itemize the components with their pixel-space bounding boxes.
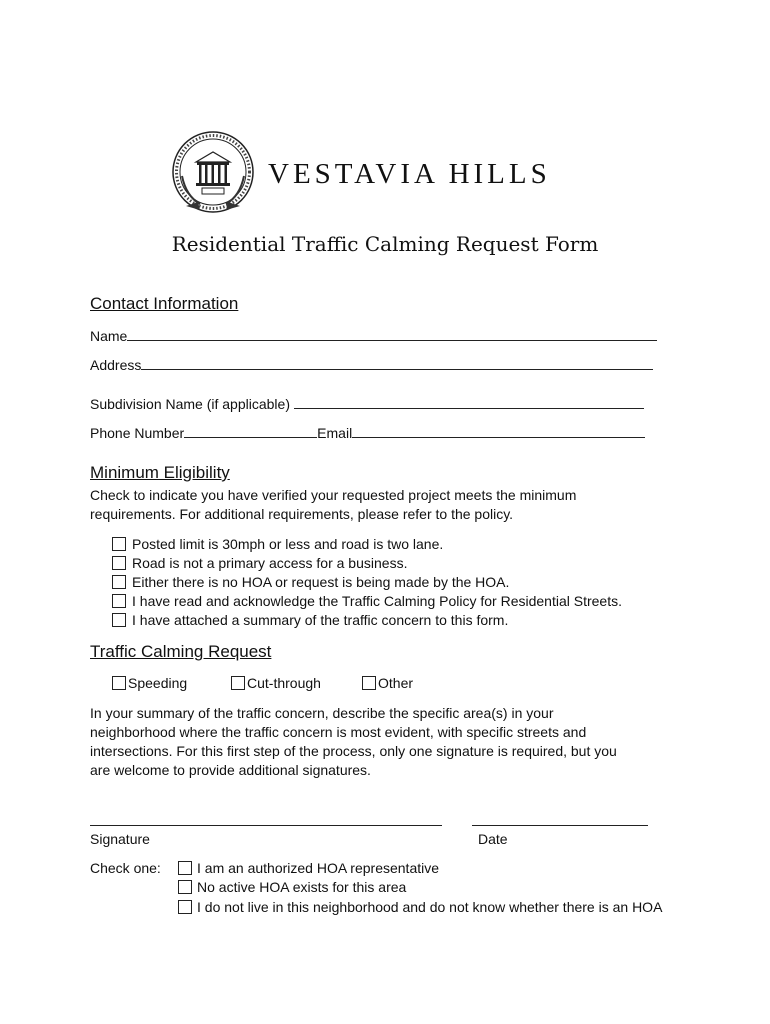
residency-checkbox[interactable] — [178, 900, 192, 914]
eligibility-item — [112, 555, 407, 571]
email-field[interactable] — [352, 425, 645, 438]
eligibility-item-label: Either there is no HOA or request is being made by the HOA. — [132, 574, 510, 590]
date-field[interactable] — [472, 825, 648, 826]
address-field[interactable] — [141, 357, 653, 370]
residency-option — [178, 860, 439, 876]
request-option-cut-through — [231, 675, 321, 691]
eligibility-item — [112, 593, 622, 609]
phone-email-row — [90, 425, 645, 441]
eligibility-item — [112, 612, 508, 628]
speeding-checkbox[interactable] — [112, 676, 126, 690]
residency-checkbox[interactable] — [178, 880, 192, 894]
residency-checkbox[interactable] — [178, 861, 192, 875]
eligibility-item-label: Posted limit is 30mph or less and road is two lane. — [132, 536, 444, 552]
residency-option-label: I am an authorized HOA representative — [197, 860, 440, 876]
eligibility-checkbox[interactable] — [112, 575, 126, 589]
request-option-label: Cut-through — [247, 675, 321, 691]
summary-line-1: In your summary of the traffic concern, describe the specific area(s) in your — [90, 705, 554, 721]
subdivision-label: Subdivision Name (if applicable) — [90, 396, 290, 412]
name-label: Name — [90, 328, 128, 344]
eligibility-intro-2: requirements. For additional requirements, please refer to the policy. — [90, 506, 514, 522]
contact-heading: Contact Information — [90, 294, 239, 313]
eligibility-checkbox[interactable] — [112, 537, 126, 551]
eligibility-intro-1: Check to indicate you have verified your requested project meets the minimum — [90, 487, 577, 503]
signature-label: Signature — [90, 831, 150, 847]
cut-through-checkbox[interactable] — [231, 676, 245, 690]
other-checkbox[interactable] — [362, 676, 376, 690]
summary-line-3: intersections. For this first step of the process, only one signature is required, but you — [90, 743, 617, 759]
eligibility-checkbox[interactable] — [112, 613, 126, 627]
eligibility-item-label: Road is not a primary access for a business. — [132, 555, 408, 571]
eligibility-item — [112, 574, 509, 590]
residency-option — [178, 899, 662, 915]
phone-field[interactable] — [184, 425, 317, 438]
name-row — [90, 328, 657, 344]
summary-line-2: neighborhood where the traffic concern is most evident, with specific streets and — [90, 724, 587, 740]
signature-field[interactable] — [90, 825, 442, 826]
eligibility-checkbox[interactable] — [112, 594, 126, 608]
address-row — [90, 357, 653, 373]
eligibility-heading: Minimum Eligibility — [90, 463, 230, 482]
address-label: Address — [90, 357, 142, 373]
subdivision-row — [90, 396, 644, 412]
request-option-label: Other — [378, 675, 414, 691]
request-option-other — [362, 675, 413, 691]
check-one-label: Check one: — [90, 860, 161, 876]
eligibility-item-label: I have read and acknowledge the Traffic Calming Policy for Residential Streets. — [132, 593, 622, 609]
subdivision-field[interactable] — [294, 396, 644, 409]
residency-option-label: No active HOA exists for this area — [197, 879, 407, 895]
name-field[interactable] — [127, 328, 657, 341]
eligibility-item — [112, 536, 443, 552]
residency-option — [178, 879, 406, 895]
eligibility-item-label: I have attached a summary of the traffic concern to this form. — [132, 612, 509, 628]
request-option-speeding — [112, 675, 187, 691]
request-heading: Traffic Calming Request — [90, 642, 272, 661]
brand-name: VESTAVIA HILLS — [268, 158, 551, 190]
form-title: Residential Traffic Calming Request Form — [171, 232, 599, 256]
residency-option-label: I do not live in this neighborhood and do not know whether there is an HOA — [197, 899, 663, 915]
date-label: Date — [478, 831, 508, 847]
eligibility-checkbox[interactable] — [112, 556, 126, 570]
city-seal-logo — [170, 126, 256, 218]
request-option-label: Speeding — [128, 675, 188, 691]
summary-line-4: are welcome to provide additional signatures. — [90, 762, 371, 778]
email-label: Email — [317, 425, 353, 441]
phone-label: Phone Number — [90, 425, 185, 441]
